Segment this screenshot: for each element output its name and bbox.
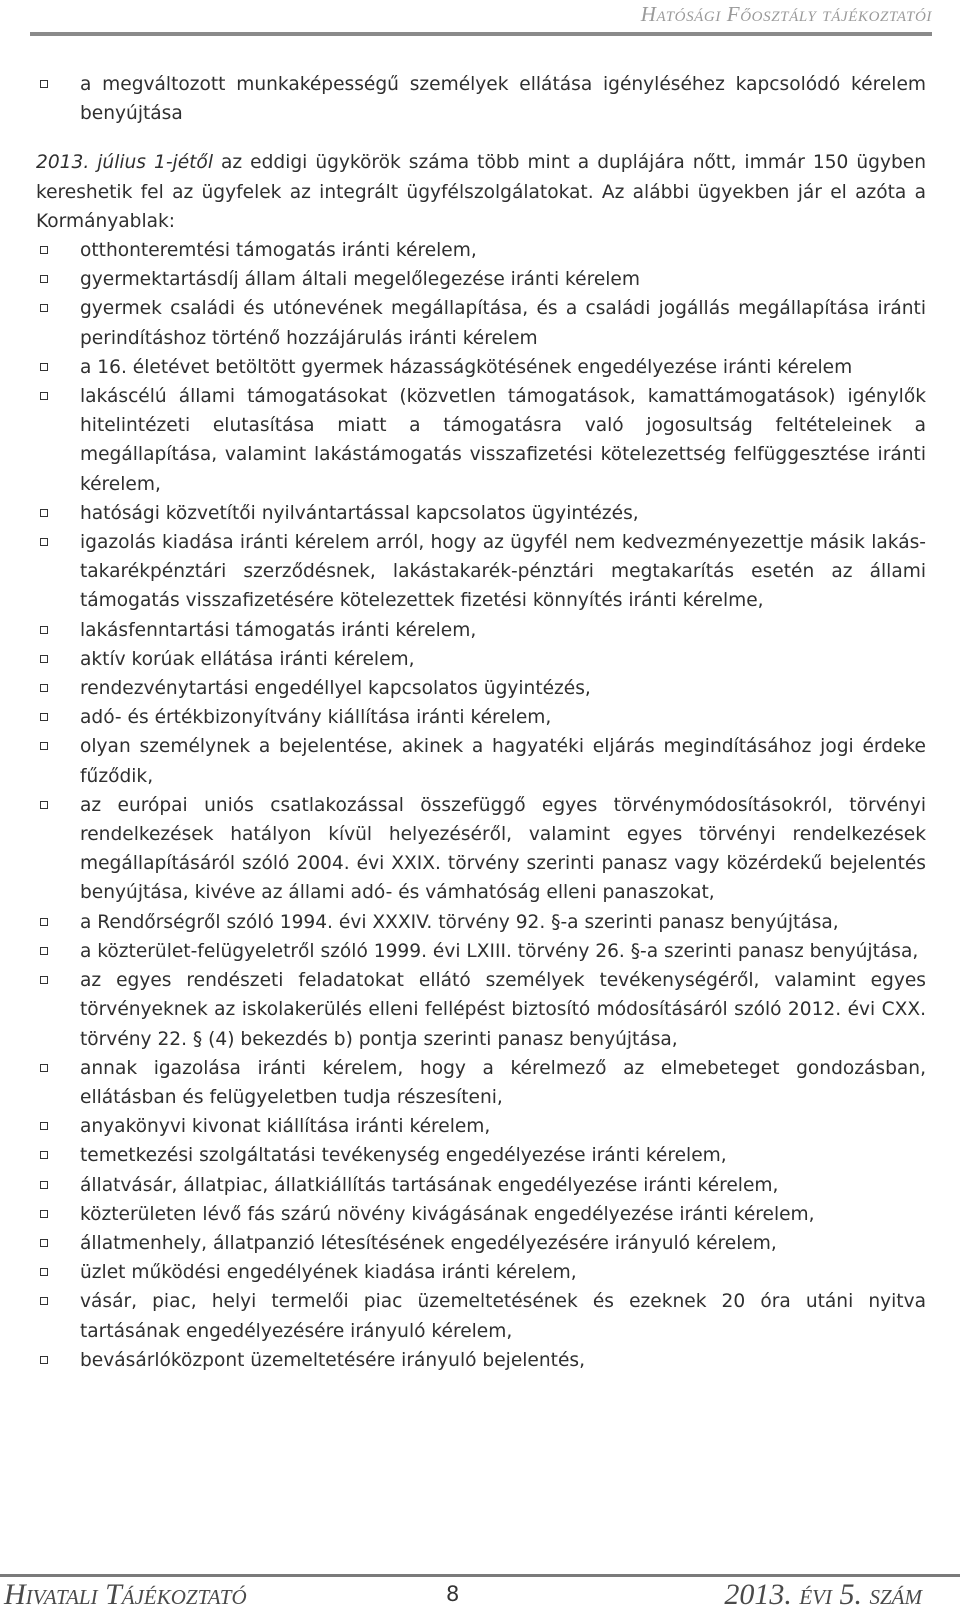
document-body [36, 70, 926, 1375]
list-item [36, 382, 926, 499]
list-item [36, 1200, 926, 1229]
list-item-text: aktív korúak ellátása iránti kérelem, [80, 648, 415, 670]
list-item-text: állatvásár, állatpiac, állatkiállítás tartásának engedélyezése iránti kérelem, [80, 1174, 779, 1196]
list-item-text: a Rendőrségről szóló 1994. évi XXXIV. törvény 92. §-a szerinti panasz benyújtása, [80, 911, 839, 933]
list-item-text: olyan személynek a bejelentése, akinek a hagyatéki eljárás megindításához jogi érdeke fűződik, [80, 736, 926, 787]
square-bullet-icon [40, 713, 48, 721]
list-item [36, 353, 926, 382]
list-item-text: lakásfenntartási támogatás iránti kérelem, [80, 619, 477, 641]
square-bullet-icon [40, 509, 48, 517]
square-bullet-icon [40, 1239, 48, 1247]
list-item [36, 1054, 926, 1112]
footer-publication-title: Hivatali Tájékoztató [4, 1578, 247, 1611]
square-bullet-icon [40, 80, 48, 88]
square-bullet-icon [40, 801, 48, 809]
list-item-text: közterületen lévő fás szárú növény kivágásának engedélyezése iránti kérelem, [80, 1203, 815, 1225]
list-item-text: hatósági közvetítői nyilvántartással kapcsolatos ügyintézés, [80, 502, 639, 524]
square-bullet-icon [40, 918, 48, 926]
list-item [36, 236, 926, 265]
footer-issue: 2013. évi 5. szám [724, 1578, 922, 1611]
square-bullet-icon [40, 275, 48, 283]
list-item [36, 1141, 926, 1170]
list-item-text: gyermektartásdíj állam általi megelőlegezése iránti kérelem [80, 269, 640, 291]
list-item-text: a közterület-felügyeletről szóló 1999. évi LXIII. törvény 26. §-a szerinti panasz benyújtása, [80, 940, 919, 962]
list-item [36, 1258, 926, 1287]
header-title: Hatósági Főosztály tájékoztatói [640, 2, 932, 26]
square-bullet-icon [40, 1151, 48, 1159]
list-item-text: annak igazolása iránti kérelem, hogy a kérelmező az elmebeteget gondozásban, ellátásban és felügyeletben tudja részesíteni, [80, 1057, 926, 1108]
list-item-text: állatmenhely, állatpanzió létesítésének engedélyezésére irányuló kérelem, [80, 1232, 777, 1254]
square-bullet-icon [40, 1268, 48, 1276]
list-item [36, 966, 926, 1054]
list-item-text: az európai uniós csatlakozással összefüggő egyes törvénymódosításokról, törvényi rendelkezések hatályon kívül helyezéséről, valamint egyes törvényi rendelkezések megállapításáról szóló 2004. évi XXIX. törvény szerinti panasz vagy közérdekű bejelentés benyújtása, kivéve az állami adó- és vámhatóság elleni panaszokat, [80, 794, 926, 904]
list-item-text: vásár, piac, helyi termelői piac üzemeltetésének és ezeknek 20 óra utáni nyitva tartásának engedélyezésére irányuló kérelem, [80, 1291, 926, 1342]
square-bullet-icon [40, 742, 48, 750]
square-bullet-icon [40, 655, 48, 663]
square-bullet-icon [40, 1297, 48, 1305]
square-bullet-icon [40, 976, 48, 984]
list-item-text: temetkezési szolgáltatási tevékenység engedélyezése iránti kérelem, [80, 1145, 727, 1167]
list-item [36, 674, 926, 703]
square-bullet-icon [40, 626, 48, 634]
square-bullet-icon [40, 684, 48, 692]
list-item [36, 265, 926, 294]
list-item [36, 908, 926, 937]
intro-list [36, 70, 926, 128]
list-item-text: anyakönyvi kivonat kiállítása iránti kérelem, [80, 1116, 491, 1138]
list-item [36, 937, 926, 966]
list-item-text: rendezvénytartási engedéllyel kapcsolatos ügyintézés, [80, 678, 591, 700]
list-item [36, 645, 926, 674]
list-item-text: igazolás kiadása iránti kérelem arról, hogy az ügyfél nem kedvezményezettje másik lakás-takarékpénztári szerződésnek, lakástakarék-pénztári megtakarítás esetén az állami támogatás visszafizetésére kötelezettek fizetési könnyítés iránti kérelme, [80, 532, 926, 612]
square-bullet-icon [40, 363, 48, 371]
list-item [36, 1346, 926, 1375]
list-item [36, 1287, 926, 1345]
list-item [36, 1229, 926, 1258]
list-item-text: bevásárlóközpont üzemeltetésére irányuló bejelentés, [80, 1349, 585, 1371]
page-number: 8 [446, 1582, 460, 1606]
list-item-text: a megváltozott munkaképességű személyek ellátása igényléséhez kapcsolódó kérelem benyújtása [80, 74, 926, 125]
paragraph-date: 2013. július 1-jétől [36, 152, 213, 174]
list-item-text: üzlet működési engedélyének kiadása iránti kérelem, [80, 1262, 577, 1284]
case-list [36, 236, 926, 1375]
list-item-text: otthonteremtési támogatás iránti kérelem, [80, 240, 477, 262]
square-bullet-icon [40, 947, 48, 955]
list-item-text: a 16. életévet betöltött gyermek házasságkötésének engedélyezése iránti kérelem [80, 356, 853, 378]
list-item-text: az egyes rendészeti feladatokat ellátó személyek tevékenységéről, valamint egyes törvényeknek az iskolakerülés elleni fellépést biztosító módosításáról szóló 2012. évi CXX. törvény 22. § (4) bekezdés b) pontja szerinti panasz benyújtása, [80, 970, 926, 1050]
square-bullet-icon [40, 304, 48, 312]
list-item [36, 1171, 926, 1200]
square-bullet-icon [40, 1122, 48, 1130]
square-bullet-icon [40, 1356, 48, 1364]
footer-rule [0, 1574, 960, 1577]
list-item-text: adó- és értékbizonyítvány kiállítása iránti kérelem, [80, 707, 552, 729]
list-item [36, 499, 926, 528]
list-item [36, 294, 926, 352]
square-bullet-icon [40, 538, 48, 546]
list-item [36, 616, 926, 645]
list-item-text: gyermek családi és utónevének megállapítása, és a családi jogállás megállapítása iránti perindításhoz történő hozzájárulás iránti kérelem [80, 298, 926, 349]
square-bullet-icon [40, 1181, 48, 1189]
list-item [36, 70, 926, 128]
list-item [36, 1112, 926, 1141]
header-rule [30, 32, 932, 36]
intro-paragraph [36, 148, 926, 236]
square-bullet-icon [40, 246, 48, 254]
square-bullet-icon [40, 392, 48, 400]
list-item [36, 791, 926, 908]
square-bullet-icon [40, 1210, 48, 1218]
square-bullet-icon [40, 1064, 48, 1072]
list-item [36, 528, 926, 616]
paragraph-text: az eddigi ügykörök száma több mint a duplájára nőtt, immár 150 ügyben kereshetik fel az ügyfelek az integrált ügyfélszolgálatokat. Az alábbi ügyekben jár el azóta a Kormányablak: [36, 152, 926, 232]
list-item [36, 703, 926, 732]
list-item [36, 732, 926, 790]
list-item-text: lakáscélú állami támogatásokat (közvetlen támogatások, kamattámogatások) igénylők hitelintézeti elutasítása miatt a támogatásra való jogosultság feltételeinek a megállapítása, valamint lakástámogatás visszafizetési kötelezettség felfüggesztése iránti kérelem, [80, 386, 926, 495]
